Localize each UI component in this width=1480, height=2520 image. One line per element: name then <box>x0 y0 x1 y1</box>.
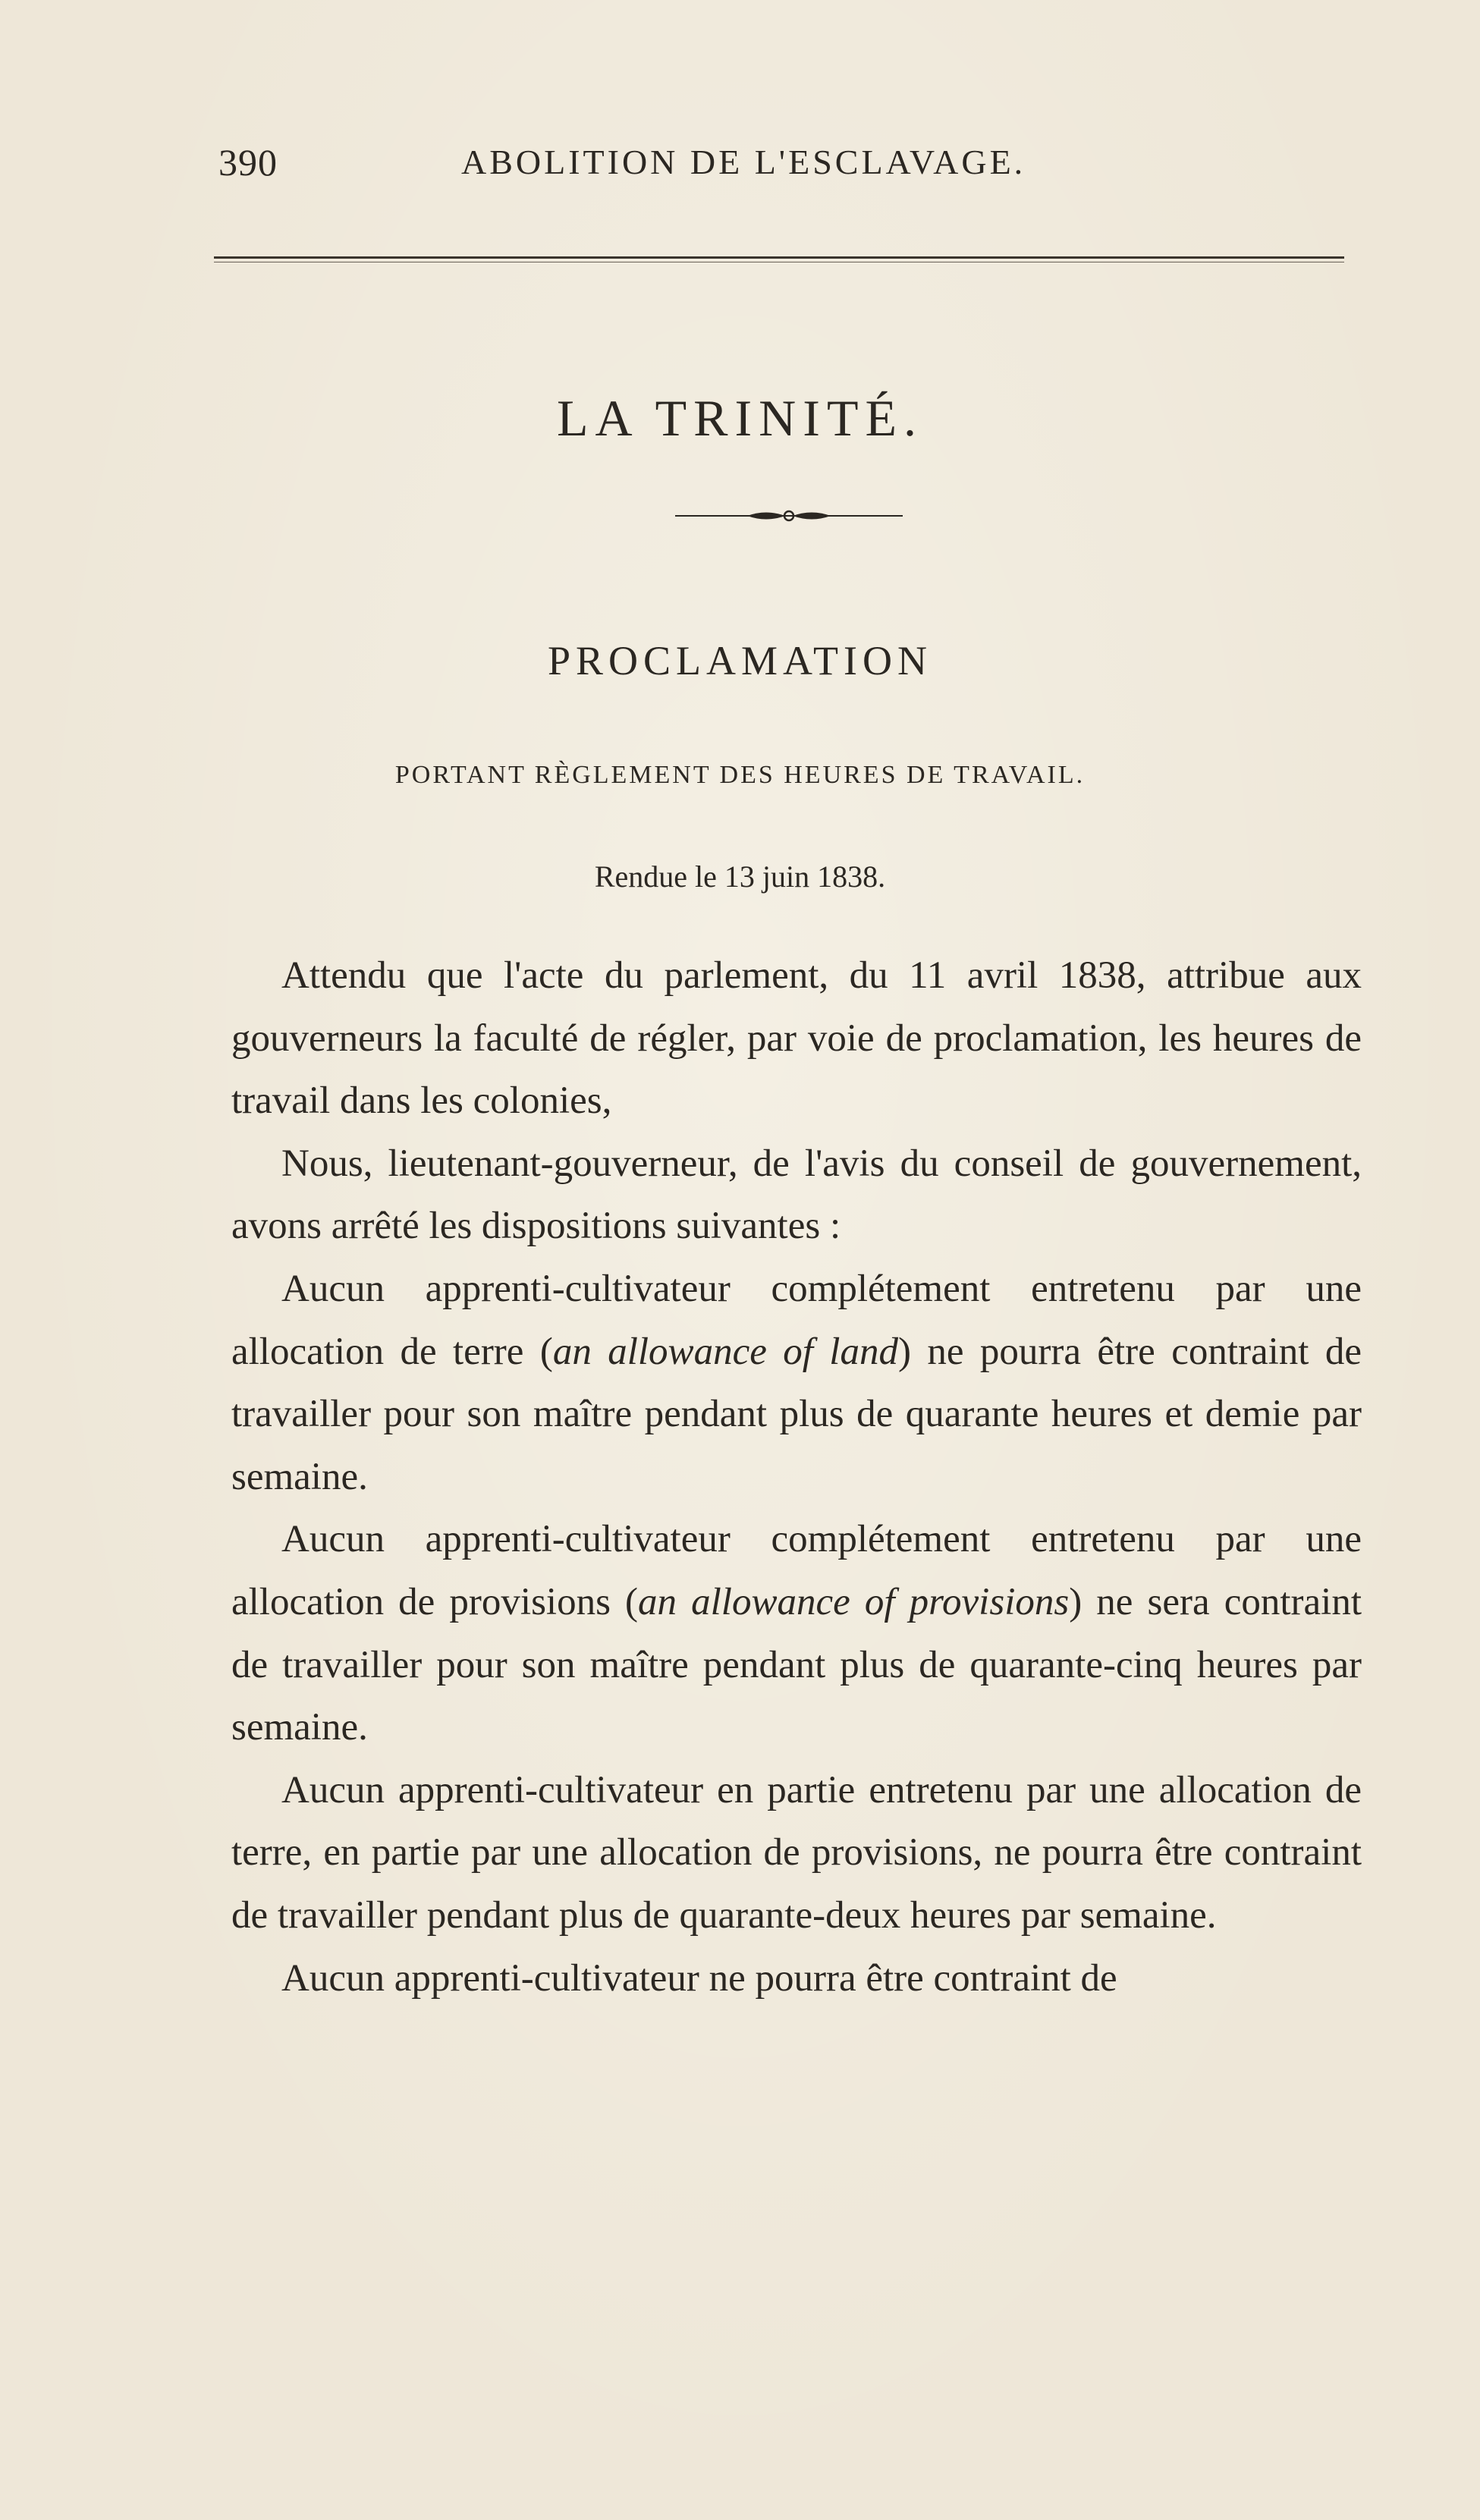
running-title: ABOLITION DE L'ESCLAVAGE. <box>461 143 1026 181</box>
paragraph: Nous, lieutenant-gouverneur, de l'avis du conseil de gouvernement, avons arrêté les dispositions suivantes : <box>231 1142 1362 1248</box>
paragraph: Aucun apprenti-cultivateur en partie entretenu par une allocation de terre, en partie par une allocation de provisions, ne pourra être contraint de travailler pendant plus de quarante-deux heures par semaine. <box>231 1768 1362 1937</box>
paragraph: Aucun apprenti-cultivateur ne pourra être contraint de <box>281 1956 1117 2000</box>
paragraph-text: Aucun apprenti-cultivateur complétement entretenu par une allocation de terre ( <box>231 1267 1362 1373</box>
section-title: LA TRINITÉ. <box>556 389 924 447</box>
body-text <box>231 944 1362 2009</box>
header-rule-thick <box>214 256 1344 259</box>
ornament-divider-icon <box>675 504 903 527</box>
paragraph-text: ) ne sera contraint de travailler pour son maître pendant plus de quarante-cinq heures par semaine. <box>231 1580 1362 1749</box>
paragraph <box>231 1258 1362 1508</box>
paragraph: Attendu que l'acte du parlement, du 11 avril 1838, attribue aux gouverneurs la faculté de régler, par voie de proclamation, les heures de travail dans les colonies, <box>231 954 1362 1123</box>
running-head <box>218 140 1341 186</box>
italic-phrase: an allowance of land <box>552 1330 898 1373</box>
header-double-rule <box>214 256 1344 264</box>
italic-phrase: an allowance of provisions <box>638 1580 1070 1623</box>
paragraph <box>231 1508 1362 1758</box>
paragraph-text: ) ne pourra être contraint de travailler pour son maître pendant plus de quarante heures et demie par semaine. <box>231 1330 1362 1498</box>
paragraph-text: Aucun apprenti-cultivateur complétement entretenu par une allocation de provisions ( <box>231 1518 1362 1623</box>
document-subtitle: PORTANT RÈGLEMENT DES HEURES DE TRAVAIL. <box>394 761 1086 789</box>
document-date: Rendue le 13 juin 1838. <box>594 859 886 894</box>
page-number: 390 <box>218 141 278 184</box>
document-title: PROCLAMATION <box>547 638 933 683</box>
